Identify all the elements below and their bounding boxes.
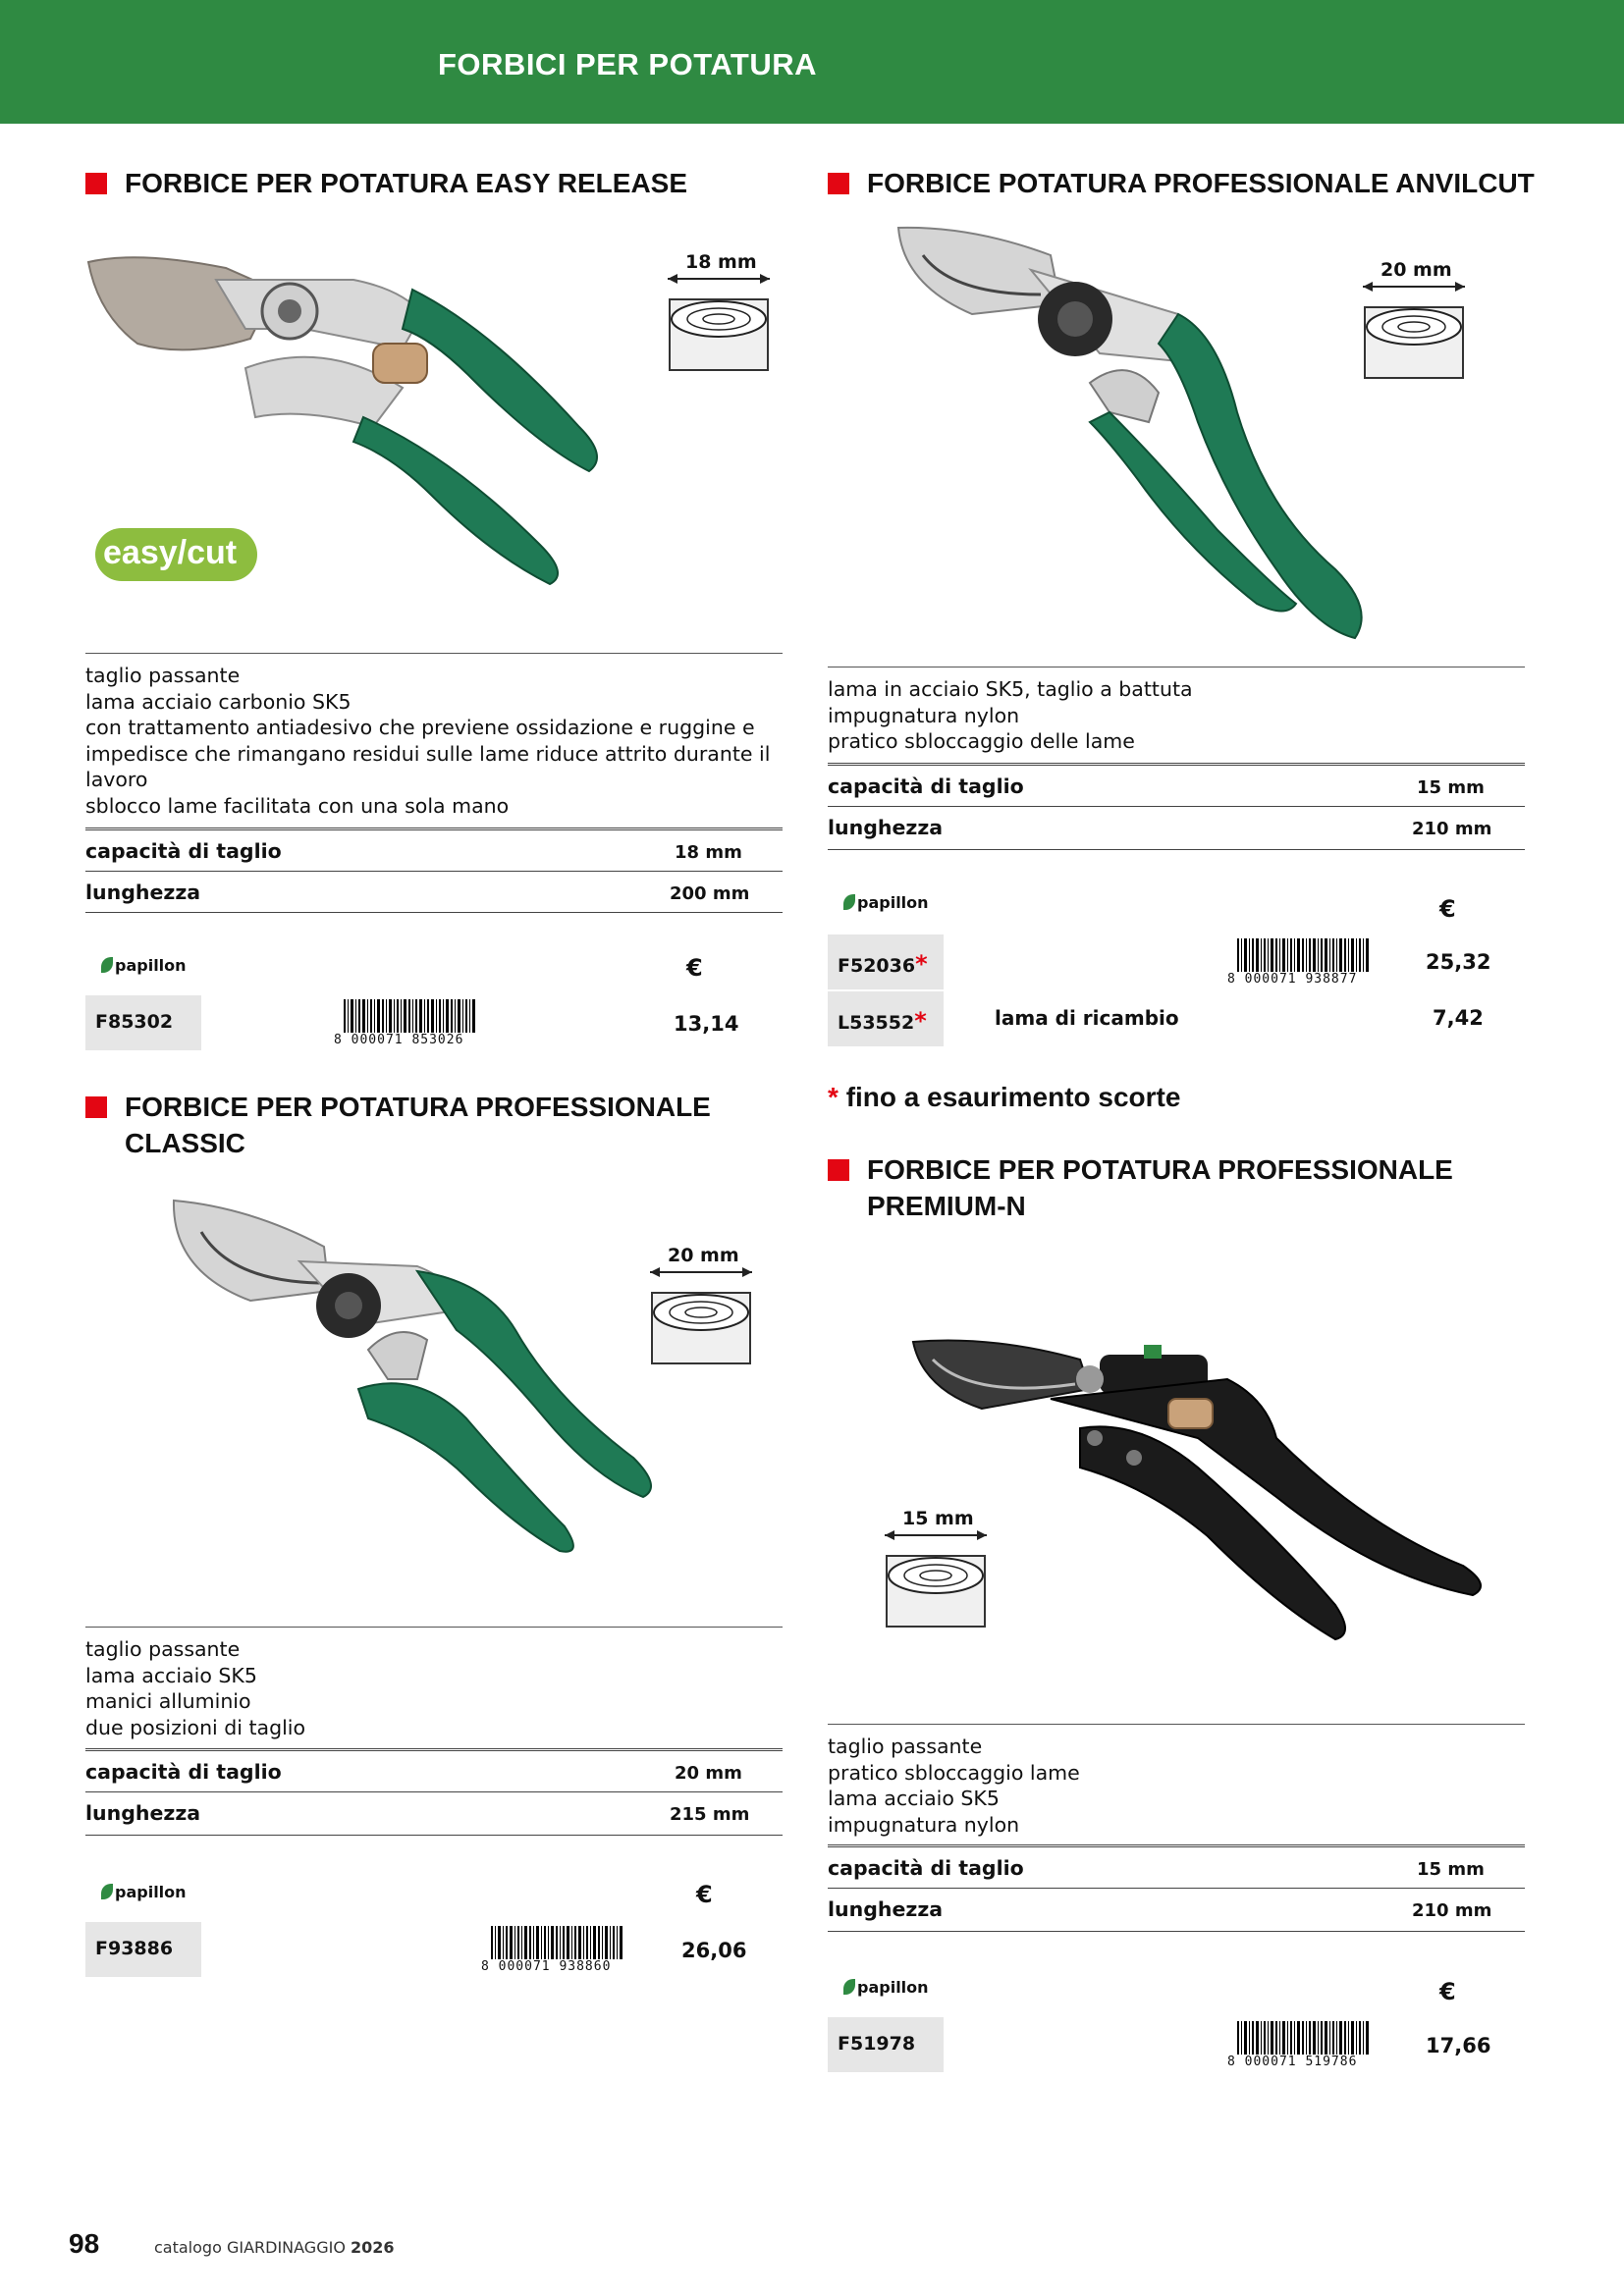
product-description: taglio passante lama acciaio carbonio SK5 con trattamento antiadesivo che previene ossidazione e ruggine e impedisce che rimangano residui sulle lame riduce attrito durante il lavoro sblocco lame facilitata con una sola mano [85,653,783,819]
product-description: lama in acciaio SK5, taglio a battuta impugnatura nylon pratico sbloccaggio delle lame [828,667,1525,755]
barcode-bars [489,1926,626,1959]
barcode: 8 000071 853026 [334,999,481,1048]
capacity-badge-label: 20 mm [668,1245,739,1266]
barcode-bars [342,999,479,1033]
brand-logo: papillon [843,1978,929,1997]
divider [828,849,1525,850]
price: 13,14 [674,1012,739,1036]
currency-symbol: € [1439,895,1456,923]
product-code: F51978 [828,2017,944,2072]
spec-row-length: lunghezza 200 mm [85,871,783,914]
brand-logo: papillon [101,1883,187,1901]
stock-note: * fino a esaurimento scorte [828,1082,1181,1112]
brand-logo: papillon [101,956,187,975]
spec-row-capacity: capacità di taglio 18 mm [85,828,783,871]
easycut-badge: easy/cut [95,528,257,581]
capacity-badge-label: 15 mm [902,1508,974,1529]
currency-symbol: € [686,954,703,982]
page-header [0,0,1624,124]
spec-row-capacity: capacità di taglio 20 mm [85,1748,783,1791]
divider [828,1931,1525,1932]
price: 25,32 [1426,950,1491,974]
page-title: FORBICI PER POTATURA [438,47,818,81]
product-code: F52036* [828,934,944,989]
barcode-bars [1235,938,1373,972]
spare-blade-label: lama di ricambio [995,1006,1179,1030]
product-title: FORBICE PER POTATURA PROFESSIONALE CLASSIC [85,1089,792,1161]
product-description: taglio passante pratico sbloccaggio lame lama acciaio SK5 impugnatura nylon [828,1724,1525,1838]
divider [85,1835,783,1836]
bullet-square [828,173,849,194]
barcode: 8 000071 519786 [1227,2021,1375,2070]
brand-logo: papillon [843,893,929,912]
product-title: FORBICE PER POTATURA EASY RELEASE [85,165,792,201]
product-description: taglio passante lama acciaio SK5 manici alluminio due posizioni di taglio [85,1627,783,1740]
spec-row-length: lunghezza 210 mm [828,806,1525,849]
barcode-bars [1235,2021,1373,2055]
product-code: L53552* [828,991,944,1046]
page-number: 98 [69,2228,100,2259]
spec-row-capacity: capacità di taglio 15 mm [828,1844,1525,1888]
price: 7,42 [1433,1006,1484,1030]
price: 17,66 [1426,2034,1491,2057]
catalog-name: catalogo GIARDINAGGIO 2026 [154,2238,395,2257]
capacity-badge-label: 18 mm [685,251,757,273]
bullet-square [85,1096,107,1118]
product-code: F93886 [85,1922,201,1977]
capacity-badge-label: 20 mm [1380,259,1452,281]
currency-symbol: € [696,1881,713,1908]
bullet-square [85,173,107,194]
barcode: 8 000071 938877 [1227,938,1375,988]
price: 26,06 [681,1939,747,1962]
divider [85,912,783,913]
currency-symbol: € [1439,1978,1456,2005]
product-title: FORBICE POTATURA PROFESSIONALE ANVILCUT [828,165,1535,201]
bullet-square [828,1159,849,1181]
spec-row-capacity: capacità di taglio 15 mm [828,763,1525,806]
barcode: 8 000071 938860 [481,1926,628,1975]
spec-row-length: lunghezza 210 mm [828,1888,1525,1931]
spec-row-length: lunghezza 215 mm [85,1791,783,1835]
product-code: F85302 [85,995,201,1050]
product-title: FORBICE PER POTATURA PROFESSIONALE PREMIUM-N [828,1151,1535,1224]
